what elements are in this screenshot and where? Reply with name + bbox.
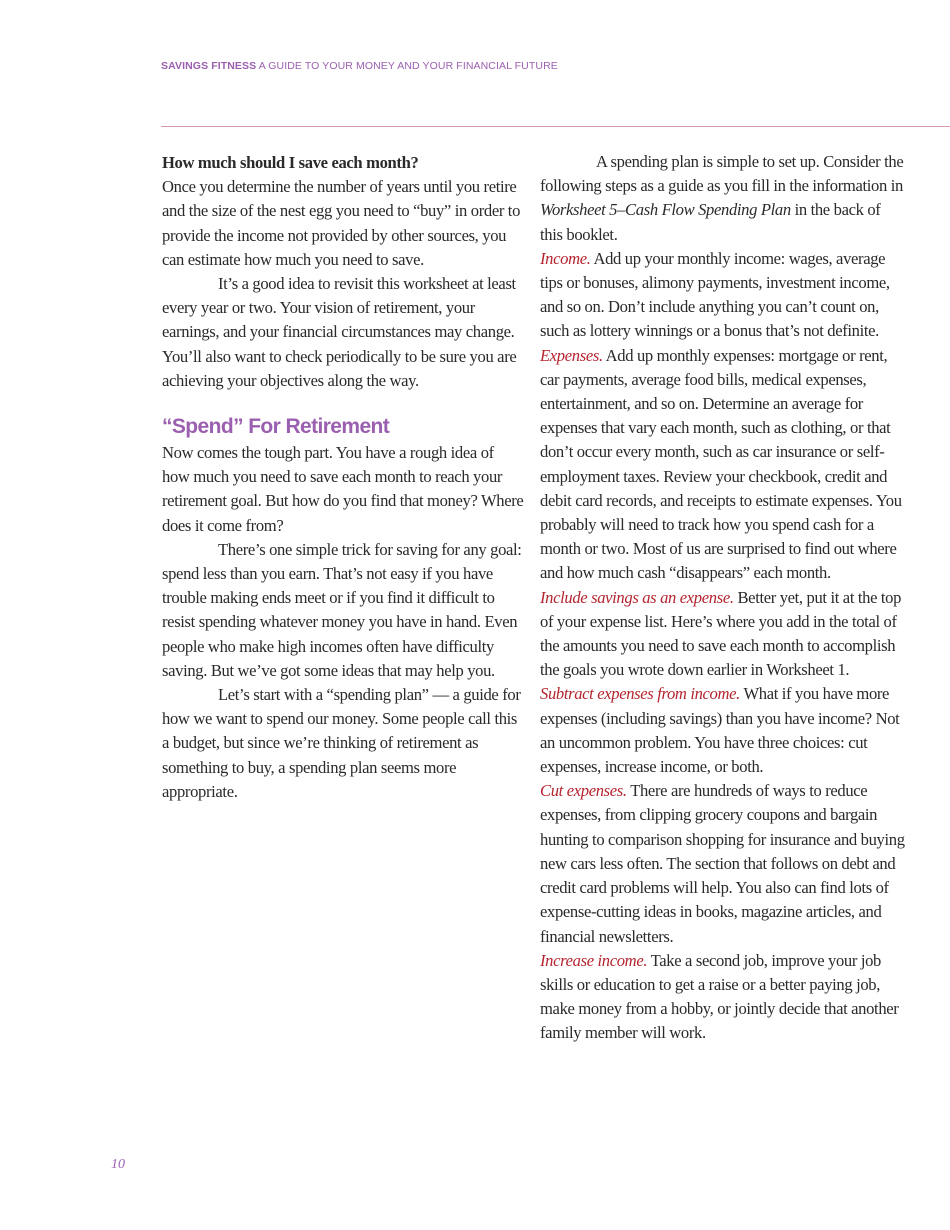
- intro-paragraph: [540, 150, 906, 247]
- intro-text-end: in the back of this booklet.: [540, 200, 881, 244]
- paragraph: Now comes the tough part. You have a rough idea of how much you need to save each month to reach your retirement goal. But how do you find that money? Where does it come from?: [162, 443, 524, 535]
- running-header-brand: SAVINGS FITNESS: [161, 60, 257, 72]
- step-text: There are hundreds of ways to reduce expenses, from clipping grocery coupons and bargain hunting to comparison shopping for insurance and buying new cars less often. The section that follows on debt and credit card problems will help. You also can find lots of expense-cutting ideas in books, magazine articles, and financial newsletters.: [540, 781, 905, 946]
- running-header-subtitle: A GUIDE TO YOUR MONEY AND YOUR FINANCIAL FUTURE: [258, 60, 558, 72]
- step-text: Add up monthly expenses: mortgage or rent, car payments, average food bills, medical expenses, entertainment, and so on. Determine an average for expenses that vary each month, such as clothing, or that don’t occur every month, such as car insurance or self-employment taxes. Review your checkbook, credit and debit card records, and receipts to estimate expenses. You probably will need to track how you spend cash for a month or two. Most of us are surprised to find out where and how much cash “disappears” each month.: [540, 345, 902, 583]
- paragraph: Once you determine the number of years until you retire and the size of the nest egg you need to “buy” in order to provide the income not provided by other sources, you can estimate how much you need to save.: [162, 177, 521, 269]
- step-income: [540, 247, 906, 344]
- page-number: 10: [111, 1157, 125, 1172]
- step-lead: Cut expenses.: [540, 781, 627, 801]
- step-increase-income: [540, 949, 906, 1046]
- step-lead: Increase income.: [540, 950, 648, 970]
- step-savings: [540, 586, 906, 683]
- right-column: [540, 150, 906, 1046]
- step-text: Take a second job, improve your job skills or education to get a raise or a better paying job, make money from a hobby, or jointly decide that another family member will work.: [540, 950, 899, 1043]
- paragraph: It’s a good idea to revisit this worksheet at least every year or two. Your vision of retirement, your earnings, and your financial circumstances may change. You’ll also want to check periodically to be sure you are achieving your objectives along the way.: [162, 274, 517, 390]
- paragraph: Let’s start with a “spending plan” — a guide for how we want to spend our money. Some people call this a budget, but since we’re thinking of retirement as something to buy, a spending plan seems more appropriate.: [162, 685, 521, 801]
- step-lead: Income.: [540, 248, 591, 268]
- step-cut-expenses: [540, 779, 906, 948]
- section-heading: “Spend” For Retirement: [162, 415, 390, 439]
- left-column: [162, 150, 524, 804]
- paragraph: There’s one simple trick for saving for any goal: spend less than you earn. That’s not easy if you have trouble making ends meet or if you find it difficult to resist spending whatever money you have in hand. Even people who make high incomes often have difficulty saving. But we’ve got some ideas that may help you.: [162, 539, 522, 680]
- step-expenses: [540, 344, 906, 586]
- step-text: Add up your monthly income: wages, average tips or bonuses, alimony payments, investment income, and so on. Don’t include anything you can’t count on, such as lottery winnings or a bonus that’s not definite.: [540, 248, 890, 341]
- question-heading: How much should I save each month?: [162, 153, 419, 172]
- step-subtract: [540, 682, 906, 779]
- header-rule: [161, 126, 950, 127]
- running-header: [161, 60, 558, 72]
- worksheet-reference: Worksheet 5–Cash Flow Spending Plan: [540, 200, 791, 220]
- step-lead: Subtract expenses from income.: [540, 684, 740, 704]
- intro-text: A spending plan is simple to set up. Consider the following steps as a guide as you fill in the information in: [540, 152, 904, 196]
- step-lead: Include savings as an expense.: [540, 587, 734, 607]
- step-text: What if you have more expenses (including savings) than you have income? Not an uncommon problem. You have three choices: cut expenses, increase income, or both.: [540, 684, 900, 777]
- step-lead: Expenses.: [540, 345, 603, 365]
- step-text: Better yet, put it at the top of your expense list. Here’s where you add in the total of the amounts you need to save each month to accomplish the goals you wrote down earlier in Worksheet 1.: [540, 587, 902, 680]
